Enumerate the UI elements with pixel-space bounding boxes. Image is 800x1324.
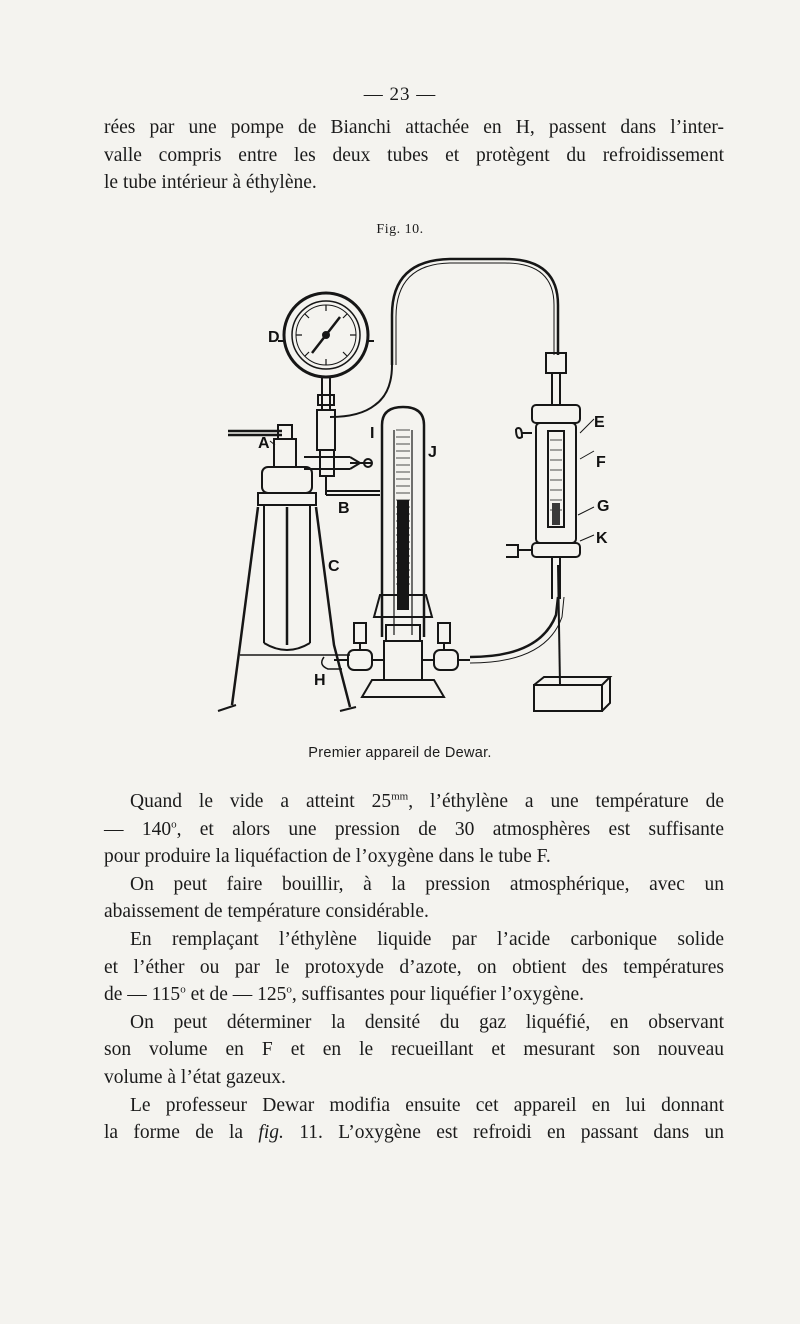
text-line: volume à l’état gazeux. (104, 1066, 286, 1088)
text-line: de — 115$^o$ et de — 125$^o$, suffisantes pour liquéfier l’oxygène. (104, 983, 584, 1006)
label-d: D (268, 329, 280, 346)
label-k: K (596, 530, 608, 547)
text-line: — 140$^o$, et alors une pression de 30 atmosphères est suffisante (104, 818, 725, 840)
text-line: valle compris entre les deux tubes et protègent du refroidissement (104, 144, 724, 166)
text-line: et l’éther ou par le protoxyde d’azote, on obtient des températures (104, 956, 724, 978)
label-i: I (370, 425, 375, 442)
label-e: E (594, 414, 605, 431)
text-line: On peut faire bouillir, à la pression atmosphérique, avec un (130, 873, 724, 895)
text-line: En remplaçant l’éthylène liquide par l’acide carbonique solide (130, 928, 724, 950)
text-line: On peut déterminer la densité du gaz liquéfié, en observant (130, 1011, 724, 1033)
label-j: J (428, 444, 437, 461)
label-c: C (328, 558, 340, 575)
figure-caption: Premier appareil de Dewar. (308, 745, 492, 761)
label-b: B (338, 500, 350, 517)
text-line: la forme de la fig. 11. L’oxygène est refroidi en passant dans un (104, 1122, 724, 1144)
paragraph-1 (104, 114, 724, 197)
text-line: Le professeur Dewar modifia ensuite cet appareil en lui donnant (130, 1094, 724, 1116)
text-line: rées par une pompe de Bianchi attachée en H, passent dans l’inter- (104, 117, 724, 138)
page-number: — 23 — (363, 84, 437, 105)
label-g: G (597, 498, 610, 515)
label-h: H (314, 672, 326, 689)
paragraph-2 (104, 788, 724, 1147)
dewar-apparatus-illustration (200, 245, 620, 725)
text-line: Quand le vide a atteint $25^{mm}$, l’éthylène a une température de (130, 790, 724, 812)
text-line: son volume en F et en le recueillant et mesurant son nouveau (104, 1039, 724, 1061)
text-line: abaissement de température considérable. (104, 901, 429, 923)
text-line: le tube intérieur à éthylène. (104, 172, 317, 194)
text-line: pour produire la liquéfaction de l’oxygène dans le tube F. (104, 846, 551, 868)
figure-label: Fig. 10. (376, 222, 424, 237)
label-f: F (596, 454, 606, 471)
apparatus-drawing (200, 245, 620, 725)
label-a: A (258, 435, 270, 452)
